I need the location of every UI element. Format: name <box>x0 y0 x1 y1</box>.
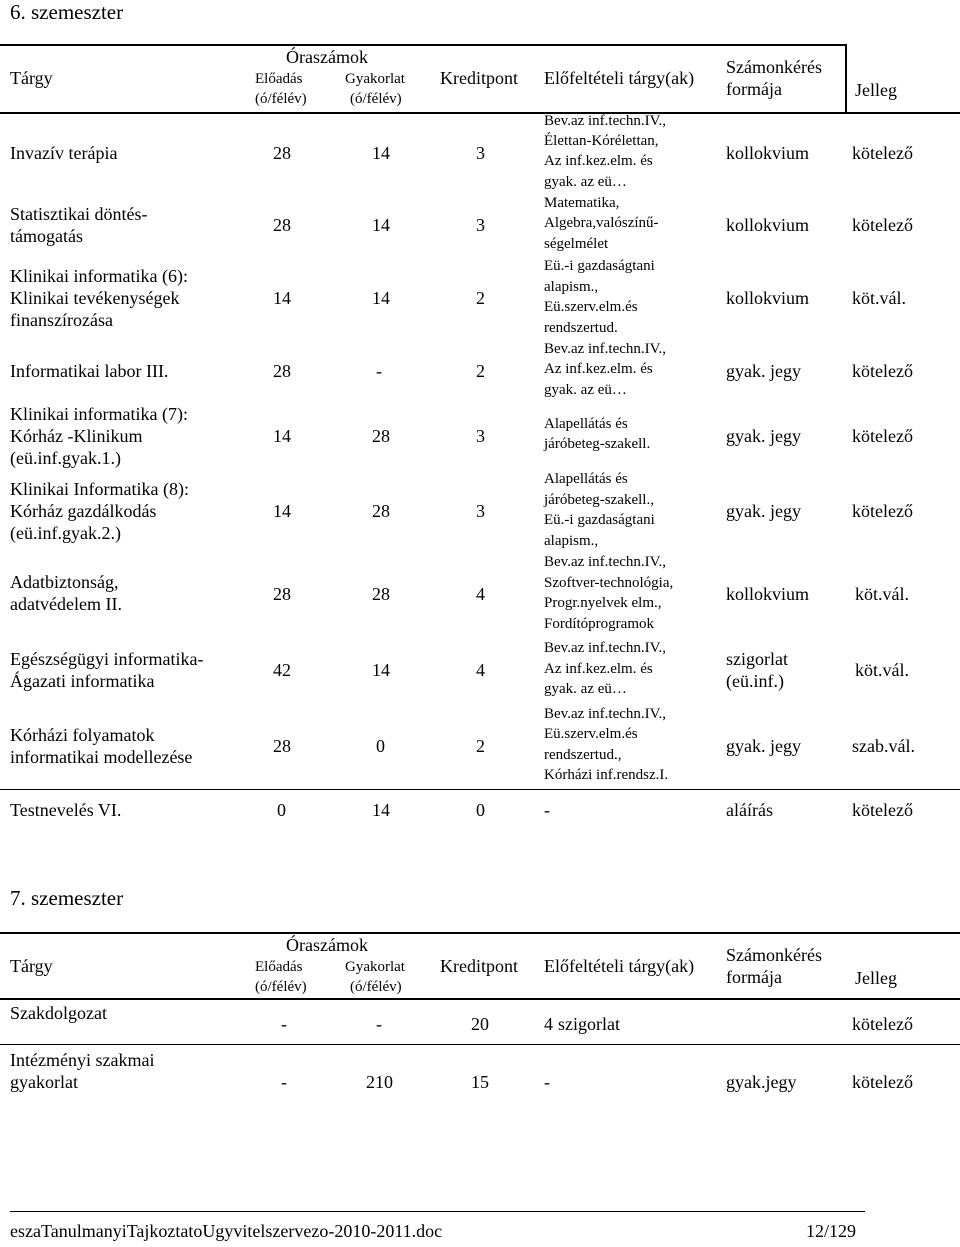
prereq-line: gyak. az eü… <box>544 681 627 697</box>
subject-cell: Adatbiztonság, <box>10 572 119 592</box>
credit-cell: 2 <box>476 361 485 381</box>
exam-cell: gyak. jegy <box>726 736 801 756</box>
exam-cell: szigorlat <box>558 1014 620 1034</box>
subject-cell: Kórházi folyamatok <box>10 725 155 745</box>
header-exam-1: Számonkérés <box>726 57 822 77</box>
type-cell: kötelező <box>852 800 913 820</box>
header-lecture-2: (ó/félév) <box>255 979 307 995</box>
lecture-cell: 28 <box>273 143 291 163</box>
credit-cell: 2 <box>476 736 485 756</box>
prereq-line: Kórházi inf.rendsz.I. <box>544 767 669 783</box>
prereq-line: Bev.az inf.techn.IV., <box>544 706 667 722</box>
prereq-line: Alapellátás és <box>544 416 628 432</box>
type-cell: köt.vál. <box>855 660 909 680</box>
header-lecture-1: Előadás <box>255 959 303 975</box>
type-cell: kötelező <box>852 501 913 521</box>
exam-cell: kollokvium <box>726 215 810 235</box>
credit-cell: 3 <box>476 143 485 163</box>
subject-cell: Klinikai informatika (6): <box>10 266 188 286</box>
subject-cell: Invazív terápia <box>10 143 118 163</box>
footer-page-number: 12/129 <box>806 1221 857 1241</box>
exam-cell: szigorlat <box>726 649 788 669</box>
subject-cell: finanszírozása <box>10 310 113 330</box>
subject-cell: (eü.inf.gyak.1.) <box>10 448 121 468</box>
credit-cell: 20 <box>471 1014 489 1034</box>
credit-cell: 2 <box>476 288 485 308</box>
sem6-top-border <box>0 44 845 46</box>
prereq-line: Az inf.kez.elm. és <box>544 661 653 677</box>
type-cell: kötelező <box>852 1014 913 1034</box>
lecture-cell: 42 <box>273 660 291 680</box>
type-cell: köt.vál. <box>855 584 909 604</box>
credit-cell: 3 <box>476 501 485 521</box>
header-prereq: Előfeltételi tárgy(ak) <box>544 956 695 976</box>
header-lecture-1: Előadás <box>255 71 303 87</box>
row-divider <box>0 1044 960 1045</box>
subject-cell: Ágazati informatika <box>10 671 155 691</box>
footer-rule <box>10 1211 865 1212</box>
practice-cell: 14 <box>372 215 390 235</box>
prereq-line: alapism., <box>544 533 599 549</box>
sem7-header-border <box>0 998 960 1000</box>
practice-cell: 14 <box>372 288 390 308</box>
prereq-line: Eü.szerv.elm.és <box>544 726 638 742</box>
practice-cell: 14 <box>372 660 390 680</box>
lecture-cell: 14 <box>273 288 291 308</box>
type-cell: köt.vál. <box>852 288 906 308</box>
credit-cell: 15 <box>471 1072 489 1092</box>
lecture-cell: 28 <box>273 215 291 235</box>
practice-cell: 14 <box>372 143 390 163</box>
exam-cell: gyak.jegy <box>726 1072 797 1092</box>
subject-cell: informatikai modellezése <box>10 747 193 767</box>
subject-cell: Klinikai informatika (7): <box>10 404 188 424</box>
subject-cell: Egészségügyi informatika- <box>10 649 204 669</box>
practice-cell: 210 <box>366 1072 393 1092</box>
header-practice-2: (ó/félév) <box>350 979 402 995</box>
prereq-line: Az inf.kez.elm. és <box>544 361 653 377</box>
prereq-line: ségelmélet <box>544 236 609 252</box>
credit-cell: 4 <box>476 584 485 604</box>
prereq-line: Bev.az inf.techn.IV., <box>544 554 667 570</box>
header-subject: Tárgy <box>10 68 53 88</box>
header-lecture-2: (ó/félév) <box>255 91 307 107</box>
practice-cell: 28 <box>372 584 390 604</box>
lecture-cell: 14 <box>273 501 291 521</box>
header-exam-1: Számonkérés <box>726 945 822 965</box>
prereq-cell: - <box>544 800 550 820</box>
header-practice-2: (ó/félév) <box>350 91 402 107</box>
subject-cell: (eü.inf.gyak.2.) <box>10 523 121 543</box>
header-type: Jelleg <box>855 968 897 988</box>
lecture-cell: 28 <box>273 584 291 604</box>
prereq-line: Szoftver-technológia, <box>544 575 674 591</box>
exam-cell: kollokvium <box>726 584 810 604</box>
prereq-line: Fordítóprogramok <box>544 616 654 632</box>
credit-cell: 3 <box>476 426 485 446</box>
lecture-cell: - <box>281 1072 287 1092</box>
prereq-cell: - <box>544 1072 550 1092</box>
header-hours: Óraszámok <box>286 935 368 955</box>
practice-cell: 28 <box>372 501 390 521</box>
type-cell: kötelező <box>852 215 913 235</box>
subject-cell: Informatikai labor III. <box>10 361 169 381</box>
subject-cell: Kórház gazdálkodás <box>10 501 157 521</box>
sem6-header-border <box>0 112 960 114</box>
prereq-line: gyak. az eü… <box>544 382 627 398</box>
prereq-line: Az inf.kez.elm. és <box>544 153 653 169</box>
sem6-title: 6. szemeszter <box>10 0 124 24</box>
lecture-cell: 0 <box>277 800 286 820</box>
type-cell: kötelező <box>852 143 913 163</box>
prereq-line: Eü.-i gazdaságtani <box>544 258 655 274</box>
practice-cell: - <box>376 1014 382 1034</box>
exam-cell: kollokvium <box>726 143 810 163</box>
lecture-cell: - <box>281 1014 287 1034</box>
prereq-line: Bev.az inf.techn.IV., <box>544 640 667 656</box>
lecture-cell: 28 <box>273 736 291 756</box>
footer-filename: eszaTanulmanyiTajkoztatoUgyvitelszervezo-2010-2011.doc <box>10 1221 443 1241</box>
prereq-line: Bev.az inf.techn.IV., <box>544 341 667 357</box>
header-type: Jelleg <box>855 80 897 100</box>
exam-cell: gyak. jegy <box>726 361 801 381</box>
lecture-cell: 14 <box>273 426 291 446</box>
subject-cell: Intézményi szakmai <box>10 1050 155 1070</box>
header-practice-1: Gyakorlat <box>345 959 405 975</box>
prereq-line: rendszertud., <box>544 747 622 763</box>
subject-cell: Testnevelés VI. <box>10 800 122 820</box>
prereq-line: alapism., <box>544 279 599 295</box>
prereq-cell: 4 <box>544 1014 553 1034</box>
prereq-line: Bev.az inf.techn.IV., <box>544 113 667 129</box>
credit-cell: 0 <box>476 800 485 820</box>
sem7-top-border <box>0 932 960 934</box>
sem6-header-right-border <box>845 44 847 112</box>
exam-cell: gyak. jegy <box>726 426 801 446</box>
type-cell: kötelező <box>852 361 913 381</box>
type-cell: szab.vál. <box>852 736 915 756</box>
row-divider <box>0 789 960 790</box>
practice-cell: 0 <box>376 736 385 756</box>
credit-cell: 3 <box>476 215 485 235</box>
prereq-line: Matematika, <box>544 195 620 211</box>
header-exam-2: formája <box>726 79 782 99</box>
prereq-line: Eü.-i gazdaságtani <box>544 512 655 528</box>
lecture-cell: 28 <box>273 361 291 381</box>
header-subject: Tárgy <box>10 956 53 976</box>
prereq-line: Élettan-Kórélettan, <box>544 133 659 149</box>
prereq-line: járóbeteg-szakell. <box>544 436 651 452</box>
prereq-line: Alapellátás és <box>544 471 628 487</box>
subject-cell: Klinikai Informatika (8): <box>10 479 189 499</box>
prereq-line: rendszertud. <box>544 320 618 336</box>
prereq-line: Eü.szerv.elm.és <box>544 299 638 315</box>
exam-cell: (eü.inf.) <box>726 671 784 691</box>
type-cell: kötelező <box>852 1072 913 1092</box>
header-prereq: Előfeltételi tárgy(ak) <box>544 68 695 88</box>
header-credit: Kreditpont <box>440 956 518 976</box>
exam-cell: gyak. jegy <box>726 501 801 521</box>
header-credit: Kreditpont <box>440 68 518 88</box>
practice-cell: 14 <box>372 800 390 820</box>
exam-cell: aláírás <box>726 800 773 820</box>
prereq-line: gyak. az eü… <box>544 174 627 190</box>
credit-cell: 4 <box>476 660 485 680</box>
subject-cell: támogatás <box>10 226 83 246</box>
sem7-title: 7. szemeszter <box>10 886 124 910</box>
subject-cell: Klinikai tevékenységek <box>10 288 180 308</box>
prereq-line: Algebra,valószínű- <box>544 215 659 231</box>
exam-cell: kollokvium <box>726 288 810 308</box>
subject-cell: Szakdolgozat <box>10 1003 107 1023</box>
type-cell: kötelező <box>852 426 913 446</box>
subject-cell: Kórház -Klinikum <box>10 426 143 446</box>
practice-cell: 28 <box>372 426 390 446</box>
header-hours: Óraszámok <box>286 47 368 67</box>
subject-cell: Statisztikai döntés- <box>10 204 148 224</box>
header-practice-1: Gyakorlat <box>345 71 405 87</box>
prereq-line: járóbeteg-szakell., <box>544 492 654 508</box>
subject-cell: adatvédelem II. <box>10 594 122 614</box>
subject-cell: gyakorlat <box>10 1072 78 1092</box>
header-exam-2: formája <box>726 967 782 987</box>
practice-cell: - <box>376 361 382 381</box>
prereq-line: Progr.nyelvek elm., <box>544 595 662 611</box>
